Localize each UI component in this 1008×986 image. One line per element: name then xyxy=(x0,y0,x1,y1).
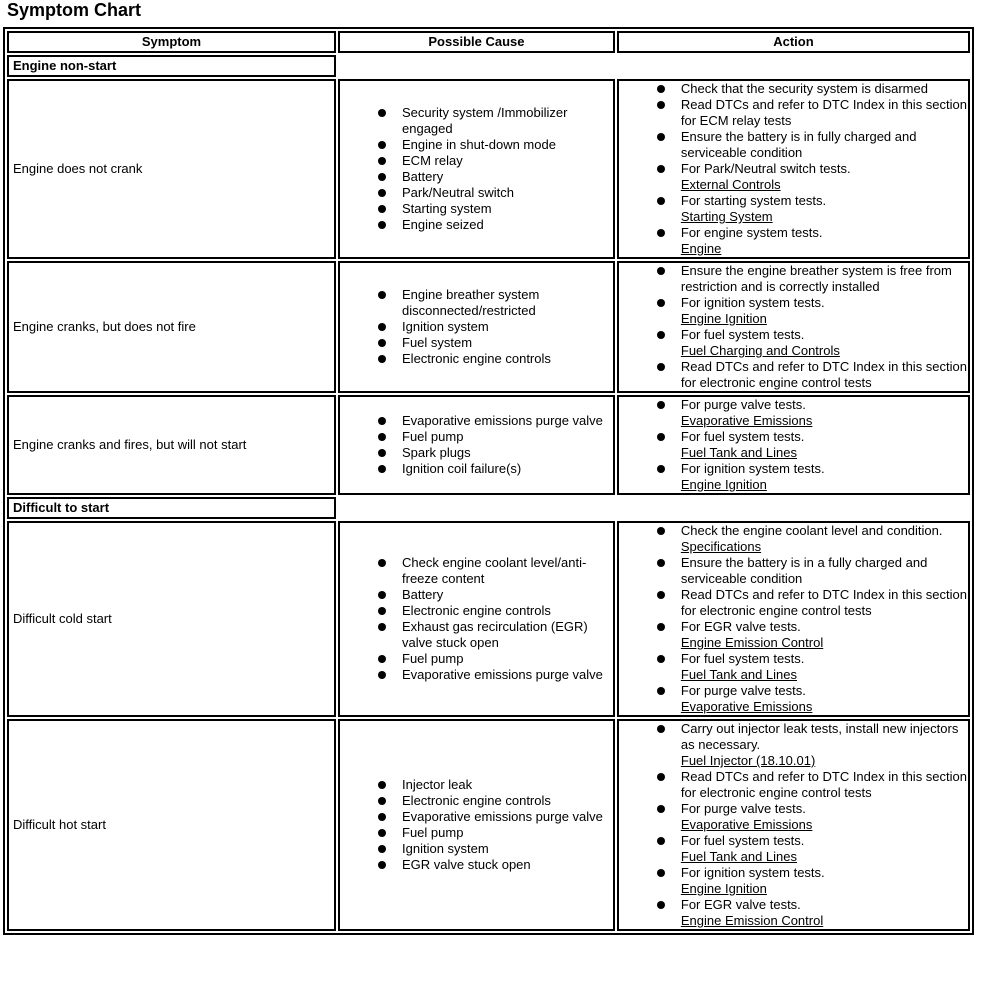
cause-item: Park/Neutral switch xyxy=(378,185,613,201)
action-reference-link[interactable]: Fuel Tank and Lines xyxy=(680,445,797,460)
cause-item: Electronic engine controls xyxy=(378,793,613,809)
action-reference-link[interactable]: Evaporative Emissions xyxy=(680,817,813,832)
action-reference-link[interactable]: Engine Ignition xyxy=(680,881,767,896)
header-action: Action xyxy=(617,31,970,53)
symptom-cell: Difficult cold start xyxy=(7,521,336,717)
action-text: Read DTCs and refer to DTC Index in this section for ECM relay tests xyxy=(680,97,967,128)
action-text: For fuel system tests. xyxy=(680,651,805,666)
action-reference-link[interactable]: Engine Emission Control xyxy=(680,913,824,928)
action-list xyxy=(619,721,968,929)
table-row xyxy=(7,79,970,259)
action-text: For purge valve tests. xyxy=(680,801,806,816)
possible-cause-cell xyxy=(338,521,615,717)
action-item xyxy=(655,801,968,833)
action-item xyxy=(655,897,968,929)
action-list xyxy=(619,81,968,257)
action-item xyxy=(655,619,968,651)
action-reference-link[interactable]: Fuel Tank and Lines xyxy=(680,849,797,864)
action-item xyxy=(655,225,968,257)
cause-item: Check engine coolant level/anti-freeze content xyxy=(378,555,613,587)
section-spacer xyxy=(617,55,970,77)
action-item xyxy=(655,161,968,193)
action-text: Ensure the engine breather system is free from restriction and is correctly installed xyxy=(680,263,952,294)
cause-item: Injector leak xyxy=(378,777,613,793)
action-text: For purge valve tests. xyxy=(680,397,806,412)
action-text: For fuel system tests. xyxy=(680,833,805,848)
cause-item: Engine seized xyxy=(378,217,613,233)
action-item xyxy=(655,523,968,555)
cause-item: Electronic engine controls xyxy=(378,351,613,367)
action-reference-link[interactable]: Evaporative Emissions xyxy=(680,413,813,428)
action-list xyxy=(619,397,968,493)
action-item xyxy=(655,81,968,97)
action-item xyxy=(655,461,968,493)
section-spacer xyxy=(338,497,615,519)
possible-cause-cell xyxy=(338,719,615,931)
cause-item: Evaporative emissions purge valve xyxy=(378,413,613,429)
cause-list xyxy=(340,777,613,873)
cause-item: Evaporative emissions purge valve xyxy=(378,809,613,825)
section-row xyxy=(7,55,970,77)
action-item xyxy=(655,587,968,619)
cause-item: EGR valve stuck open xyxy=(378,857,613,873)
cause-item: ECM relay xyxy=(378,153,613,169)
action-text: Ensure the battery is in fully charged and serviceable condition xyxy=(680,129,917,160)
action-item xyxy=(655,97,968,129)
table-row xyxy=(7,521,970,717)
possible-cause-cell xyxy=(338,79,615,259)
action-reference-link[interactable]: Fuel Tank and Lines xyxy=(680,667,797,682)
action-cell xyxy=(617,395,970,495)
action-list xyxy=(619,523,968,715)
action-text: Ensure the battery is in a fully charged and serviceable condition xyxy=(680,555,928,586)
action-text: For ignition system tests. xyxy=(680,461,825,476)
action-reference-link[interactable]: External Controls xyxy=(680,177,781,192)
action-list xyxy=(619,263,968,391)
cause-item: Fuel system xyxy=(378,335,613,351)
symptom-cell: Engine cranks and fires, but will not start xyxy=(7,395,336,495)
section-row xyxy=(7,497,970,519)
action-reference-link[interactable]: Fuel Charging and Controls xyxy=(680,343,840,358)
cause-item: Fuel pump xyxy=(378,651,613,667)
action-reference-link[interactable]: Engine Emission Control xyxy=(680,635,824,650)
possible-cause-cell xyxy=(338,395,615,495)
symptom-chart-table xyxy=(3,27,974,935)
cause-item: Engine breather system disconnected/restricted xyxy=(378,287,613,319)
action-cell xyxy=(617,719,970,931)
action-item xyxy=(655,397,968,429)
action-item xyxy=(655,263,968,295)
cause-item: Ignition system xyxy=(378,319,613,335)
action-text: Check that the security system is disarmed xyxy=(680,81,928,96)
action-text: Read DTCs and refer to DTC Index in this section for electronic engine control tests xyxy=(680,587,967,618)
cause-item: Security system /Immobilizer engaged xyxy=(378,105,613,137)
action-text: Carry out injector leak tests, install new injectors as necessary. xyxy=(680,721,959,752)
action-item xyxy=(655,555,968,587)
possible-cause-cell xyxy=(338,261,615,393)
action-cell xyxy=(617,79,970,259)
table-row xyxy=(7,719,970,931)
section-label: Difficult to start xyxy=(7,497,336,519)
action-item xyxy=(655,833,968,865)
cause-item: Ignition coil failure(s) xyxy=(378,461,613,477)
cause-item: Battery xyxy=(378,587,613,603)
action-item xyxy=(655,683,968,715)
header-possible-cause: Possible Cause xyxy=(338,31,615,53)
action-text: For purge valve tests. xyxy=(680,683,806,698)
table-row xyxy=(7,261,970,393)
action-text: For fuel system tests. xyxy=(680,327,805,342)
action-item xyxy=(655,651,968,683)
section-label: Engine non-start xyxy=(7,55,336,77)
action-item xyxy=(655,129,968,161)
symptom-cell: Difficult hot start xyxy=(7,719,336,931)
table-body xyxy=(7,55,970,931)
action-text: For engine system tests. xyxy=(680,225,823,240)
page-title: Symptom Chart xyxy=(7,0,142,20)
cause-list xyxy=(340,287,613,367)
action-text: For Park/Neutral switch tests. xyxy=(680,161,851,176)
table-row xyxy=(7,395,970,495)
header-row xyxy=(7,31,970,53)
cause-item: Engine in shut-down mode xyxy=(378,137,613,153)
action-reference-link[interactable]: Starting System xyxy=(680,209,773,224)
symptom-cell: Engine cranks, but does not fire xyxy=(7,261,336,393)
cause-item: Spark plugs xyxy=(378,445,613,461)
action-reference-link[interactable]: Evaporative Emissions xyxy=(680,699,813,714)
action-text: For EGR valve tests. xyxy=(680,619,801,634)
action-item xyxy=(655,865,968,897)
action-text: Read DTCs and refer to DTC Index in this section for electronic engine control tests xyxy=(680,359,967,390)
section-spacer xyxy=(617,497,970,519)
section-spacer xyxy=(338,55,615,77)
symptom-cell: Engine does not crank xyxy=(7,79,336,259)
action-item xyxy=(655,359,968,391)
action-text: For fuel system tests. xyxy=(680,429,805,444)
action-reference-link[interactable]: Engine xyxy=(680,241,722,256)
action-item xyxy=(655,295,968,327)
cause-item: Fuel pump xyxy=(378,429,613,445)
action-reference-link[interactable]: Fuel Injector (18.10.01) xyxy=(680,753,816,768)
cause-item: Electronic engine controls xyxy=(378,603,613,619)
cause-item: Fuel pump xyxy=(378,825,613,841)
action-text: Read DTCs and refer to DTC Index in this section for electronic engine control tests xyxy=(680,769,967,800)
action-text: For ignition system tests. xyxy=(680,865,825,880)
header-symptom: Symptom xyxy=(7,31,336,53)
cause-item: Ignition system xyxy=(378,841,613,857)
action-item xyxy=(655,327,968,359)
action-text: Check the engine coolant level and condition. xyxy=(680,523,943,538)
action-reference-link[interactable]: Engine Ignition xyxy=(680,311,767,326)
action-item xyxy=(655,769,968,801)
cause-item: Exhaust gas recirculation (EGR) valve stuck open xyxy=(378,619,613,651)
action-text: For EGR valve tests. xyxy=(680,897,801,912)
action-item xyxy=(655,193,968,225)
cause-item: Battery xyxy=(378,169,613,185)
action-item xyxy=(655,429,968,461)
action-cell xyxy=(617,521,970,717)
action-cell xyxy=(617,261,970,393)
cause-list xyxy=(340,555,613,683)
cause-item: Evaporative emissions purge valve xyxy=(378,667,613,683)
action-item xyxy=(655,721,968,769)
cause-list xyxy=(340,105,613,233)
action-text: For ignition system tests. xyxy=(680,295,825,310)
action-text: For starting system tests. xyxy=(680,193,827,208)
action-reference-link[interactable]: Engine Ignition xyxy=(680,477,767,492)
cause-list xyxy=(340,413,613,477)
action-reference-link[interactable]: Specifications xyxy=(680,539,762,554)
cause-item: Starting system xyxy=(378,201,613,217)
